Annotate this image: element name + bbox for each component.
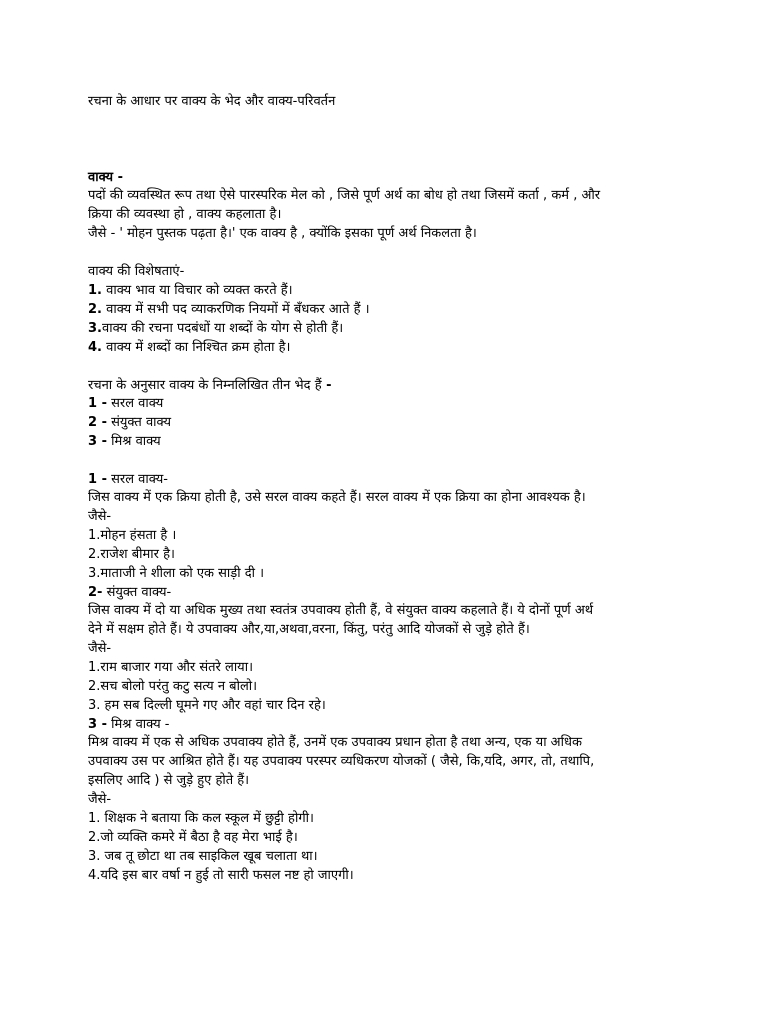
compound-example-2: 2.सच बोलो परंतु कटु सत्य न बोलो। — [88, 679, 258, 694]
compound-example-3: 3. हम सब दिल्ली घूमने गए और वहां चार दिन रहे। — [88, 698, 326, 713]
features-heading: वाक्य की विशेषताएं- — [88, 264, 185, 279]
compound-example-1: 1.राम बाजार गया और संतरे लाया। — [88, 660, 254, 675]
feature-item-4: 4. वाक्य में शब्दों का निश्चित क्रम होता है। — [88, 340, 291, 355]
feature-item-1: 1. वाक्य भाव या विचार को व्यक्त करते हैं। — [88, 283, 293, 298]
vakya-heading: वाक्य - — [88, 170, 124, 185]
complex-example-4: 4.यदि इस बार वर्षा न हुई तो सारी फसल नष्ट हो जाएगी। — [88, 868, 354, 883]
complex-definition-line-3: इसलिए आदि ) से जुड़े हुए होते हैं। — [88, 773, 250, 788]
simple-example-label: जैसे- — [88, 509, 112, 524]
type-item-2: 2 - संयुक्त वाक्य — [88, 415, 172, 430]
simple-heading: 1 - सरल वाक्य- — [88, 472, 168, 487]
simple-definition: जिस वाक्य में एक क्रिया होती है, उसे सरल वाक्य कहते हैं। सरल वाक्य में एक क्रिया का होना आवश्यक है। — [88, 490, 586, 505]
document-title: रचना के आधार पर वाक्य के भेद और वाक्य-परिवर्तन — [88, 94, 336, 109]
complex-example-label: जैसे- — [88, 792, 112, 807]
complex-example-2: 2.जो व्यक्ति कमरे में बैठा है वह मेरा भाई है। — [88, 830, 298, 845]
compound-definition-line-2: देने में सक्षम होते हैं। ये उपवाक्य और,या,अथवा,वरना, किंतु, परंतु आदि योजकों से जुड़े होते हैं। — [88, 622, 530, 637]
complex-heading: 3 - मिश्र वाक्य - — [88, 717, 170, 732]
compound-definition-line-1: जिस वाक्य में दो या अधिक मुख्य तथा स्वतंत्र उपवाक्य होती हैं, वे संयुक्त वाक्य कहलाते हैं। ये दोनों पूर्ण अर्थ — [88, 603, 594, 618]
vakya-definition-line-2: क्रिया की व्यवस्था हो , वाक्य कहलाता है। — [88, 207, 282, 222]
simple-example-1: 1.मोहन हंसता है । — [88, 528, 177, 543]
feature-item-3: 3.वाक्य की रचना पदबंधों या शब्दों के योग से होती हैं। — [88, 321, 344, 336]
complex-definition-line-2: उपवाक्य उस पर आश्रित होते हैं। यह उपवाक्य परस्पर व्यधिकरण योजकों ( जैसे, कि,यदि, अगर, तो, तथापि, — [88, 754, 595, 769]
type-item-3: 3 - मिश्र वाक्य — [88, 434, 161, 449]
complex-example-3: 3. जब तू छोटा था तब साइकिल खूब चलाता था। — [88, 849, 318, 864]
compound-heading: 2- संयुक्त वाक्य- — [88, 585, 172, 600]
vakya-example: जैसे - ' मोहन पुस्तक पढ़ता है।' एक वाक्य है , क्योंकि इसका पूर्ण अर्थ निकलता है। — [88, 226, 477, 241]
vakya-definition-line-1: पदों की व्यवस्थित रूप तथा ऐसे पारस्परिक मेल को , जिसे पूर्ण अर्थ का बोध हो तथा जिसमें कर्ता , कर्म , और — [88, 188, 601, 203]
types-intro: रचना के अनुसार वाक्य के निम्नलिखित तीन भेद हैं - — [88, 378, 332, 393]
complex-definition-line-1: मिश्र वाक्य में एक से अधिक उपवाक्य होते हैं, उनमें एक उपवाक्य प्रधान होता है तथा अन्य, एक या अधिक — [88, 735, 582, 750]
compound-example-label: जैसे- — [88, 641, 112, 656]
simple-example-2: 2.राजेश बीमार है। — [88, 547, 175, 562]
feature-item-2: 2. वाक्य में सभी पद व्याकरणिक नियमों में बँधकर आते हैं । — [88, 302, 370, 317]
simple-example-3: 3.माताजी ने शीला को एक साड़ी दी । — [88, 566, 265, 581]
complex-example-1: 1. शिक्षक ने बताया कि कल स्कूल में छुट्टी होगी। — [88, 811, 314, 826]
type-item-1: 1 - सरल वाक्य — [88, 396, 164, 411]
